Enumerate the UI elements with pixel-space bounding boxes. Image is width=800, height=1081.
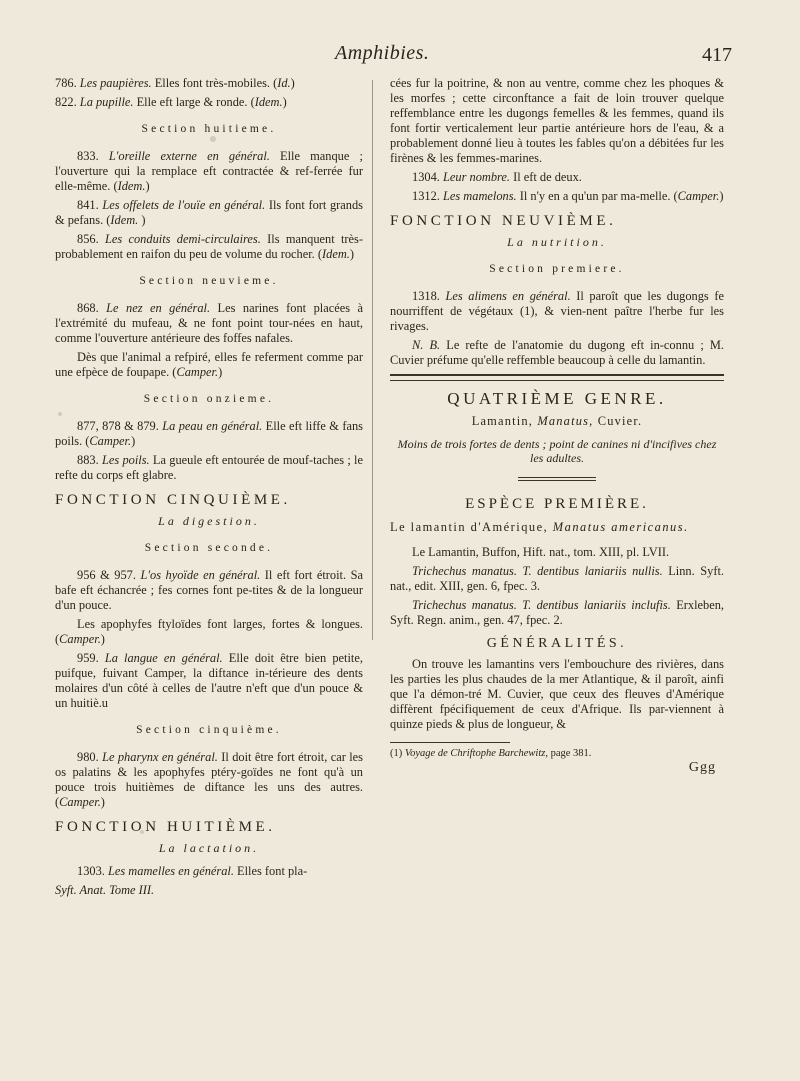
generalities-heading: GÉNÉRALITÉS. [486, 636, 628, 651]
paragraph: 1312. Les mamelons. Il n'y en a qu'un par ma-melle. (Camper.) [412, 189, 724, 203]
footnote-rule [390, 742, 510, 743]
paragraph: 822. La pupille. Elle eft large & ronde. (Idem.) [55, 95, 287, 109]
right-column [390, 76, 724, 775]
running-title: Amphibies. [335, 42, 430, 64]
genre-name: Lamantin, Manatus, Cuvier. [471, 414, 643, 428]
left-column [55, 76, 363, 898]
fonction-heading: FONCTION NEUVIÈME. [390, 213, 617, 229]
paragraph: Dès que l'animal a refpiré, elles fe referment comme par une efpèce de foupape. (Camper.) [55, 350, 363, 379]
divider-rule [390, 374, 724, 381]
synonymy-reference: Trichechus manatus. T. dentibus laniariis nullis. Linn. Syft. nat., edit. XIII, gen. 6, fpec. 3. [390, 564, 724, 593]
section-heading: Section onzieme. [143, 393, 275, 405]
paragraph: 959. La langue en général. Elle doit être bien petite, puifque, fuivant Camper, la diftance in-térieure des dents molaires d'un côté à celles de l'autre n'eft que d'un pouce & un huitiè.u [55, 651, 363, 710]
page-header [0, 42, 800, 72]
paragraph: 856. Les conduits demi-circulaires. Ils manquent très-probablement en raifon du peu de volume du rocher. (Idem.) [55, 232, 363, 261]
section-heading: Section premiere. [489, 263, 625, 275]
paragraph: On trouve les lamantins vers l'embouchure des rivières, dans les parties les plus chaudes de la mer Atlantique, & il paroît, ainfi que l'a démon-tré M. Cuvier, que ceux des fleuves d'Amérique diffèrent fpécifiquement de ceux d'Afrique. Ils par-viennent à quinze pieds & plus de longueur, & [390, 657, 724, 731]
paragraph: 868. Le nez en général. Les narines font placées à l'extrémité du mufeau, & ne font point tour-nées en haut, comme l'ouverture antérieure des foffes nafales. [55, 301, 363, 345]
section-heading: Section huitieme. [141, 123, 277, 135]
synonymy-reference: Le Lamantin, Buffon, Hift. nat., tom. XIII, pl. LVII. [412, 545, 670, 559]
paragraph: 956 & 957. L'os hyoïde en général. Il eft fort étroit. Sa bafe eft échancrée ; fes cornes font pe-tites & de la longueur d'un pouce. [55, 568, 363, 612]
short-rule [518, 477, 596, 481]
paragraph: 1303. Les mamelles en général. Elles font pla- [77, 864, 308, 878]
paragraph: 1304. Leur nombre. Il eft de deux. [412, 170, 582, 184]
paper-spot [58, 412, 62, 416]
genre-description: Moins de trois fortes de dents ; point de canines ni d'incifives chez les adultes. [397, 437, 717, 465]
section-heading: Section cinquième. [136, 724, 282, 736]
paragraph: 786. Les paupières. Elles font très-mobiles. (Id.) [55, 76, 295, 90]
subfunction-heading: La nutrition. [507, 235, 607, 249]
paragraph: 833. L'oreille externe en général. Elle manque ; l'ouverture qui la remplace eft contractée & ref-ferrée fur elle-même. (Idem.) [55, 149, 363, 193]
synonymy-reference: Trichechus manatus. T. dentibus laniariis inclufis. Erxleben, Syft. Regn. anim., gen. 47, fpec. 2. [390, 598, 725, 627]
volume-reference: Syft. Anat. Tome III. [55, 883, 155, 897]
paragraph: cées fur la poitrine, & non au ventre, comme chez les phoques & les morfes ; cette circonftance a fait de loin trouver quelque reffemblance entre les dugongs femelles & les femmes, quand ils font fortir verticalement leur partie antérieure hors de l'eau, & a probablement donné lieu à toutes les fables qu'on a débitées fur les firènes & les femmes-marines. [390, 76, 724, 165]
section-heading: Section seconde. [144, 542, 274, 554]
subfunction-heading: La lactation. [158, 841, 260, 855]
paragraph: 980. Le pharynx en général. Il doit être fort étroit, car les os palatins & les apophyfes ptéry-goïdes ne font qu'à un pouce trois huitièmes de diftance les uns des autres. (Camper.) [55, 750, 363, 809]
page-number: 417 [702, 44, 732, 66]
subfunction-heading: La digestion. [158, 514, 260, 528]
fonction-heading: FONCTION CINQUIÈME. [55, 492, 291, 508]
paragraph: 877, 878 & 879. La peau en général. Elle eft liffe & fans poils. (Camper.) [55, 419, 363, 448]
section-heading: Section neuvieme. [139, 275, 279, 287]
footnote: (1) Voyage de Chriftophe Barchewitz, page 381. [390, 748, 592, 759]
species-name: Le lamantin d'Amérique, Manatus americanus. [390, 520, 689, 534]
paper-spot [140, 830, 144, 834]
paragraph: N. B. Le refte de l'anatomie du dugong eft in-connu ; M. Cuvier préfume qu'elle reffemble beaucoup à celle du lamantin. [390, 338, 724, 367]
signature-mark: Ggg [688, 760, 716, 775]
genre-heading: QUATRIÈME GENRE. [447, 389, 667, 408]
fonction-heading: FONCTION HUITIÈME. [55, 819, 276, 835]
paragraph: 841. Les offelets de l'ouïe en général. Ils font fort grands & pefans. (Idem. ) [55, 198, 363, 227]
column-divider [372, 80, 373, 640]
paper-spot [210, 136, 216, 142]
paragraph: 883. Les poils. La gueule eft entourée de mouf-taches ; le refte du corps eft glabre. [55, 453, 363, 482]
species-heading: ESPÈCE PREMIÈRE. [465, 496, 649, 512]
paragraph: 1318. Les alimens en général. Il paroît que les dugongs fe nourriffent de végétaux (1), & vien-nent paître l'herbe fur les rivages. [390, 289, 724, 333]
paragraph: Les apophyfes ftyloïdes font larges, fortes & longues. (Camper.) [55, 617, 363, 646]
